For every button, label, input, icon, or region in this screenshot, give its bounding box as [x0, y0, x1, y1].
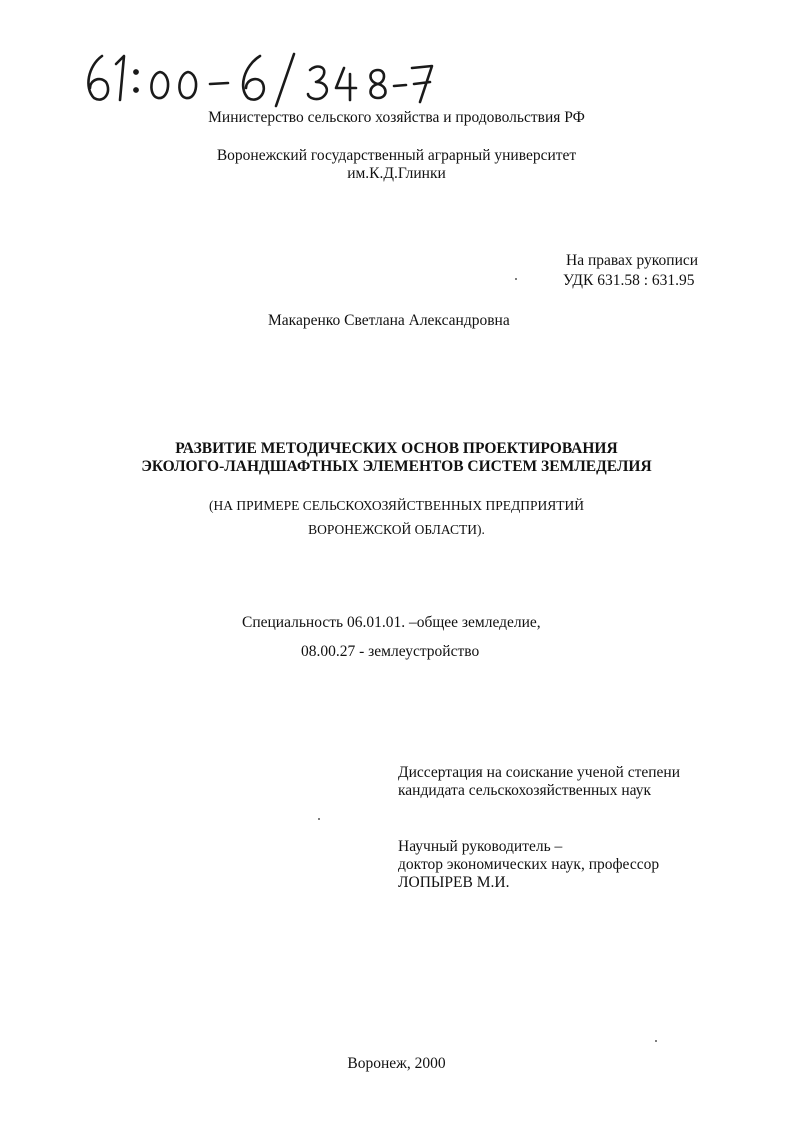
scan-speck: [655, 1040, 657, 1042]
supervisor-line-2: доктор экономических наук, профессор: [398, 856, 660, 873]
university-line-1: Воронежский государственный аграрный университет: [216, 147, 577, 164]
specialty-line-2: 08.00.27 - землеустройство: [301, 643, 480, 660]
dissertation-line-1: Диссертация на соискание ученой степени: [398, 764, 680, 781]
author-name: Макаренко Светлана Александровна: [268, 312, 510, 329]
dissertation-line-2: кандидата сельскохозяйственных наук: [398, 782, 651, 799]
subtitle-line-1: (НА ПРИМЕРЕ СЕЛЬСКОХОЗЯЙСТВЕННЫХ ПРЕДПРИЯТИЙ: [209, 498, 584, 513]
title-line-1: РАЗВИТИЕ МЕТОДИЧЕСКИХ ОСНОВ ПРОЕКТИРОВАНИЯ: [175, 440, 618, 457]
title-line-2: ЭКОЛОГО-ЛАНДШАФТНЫХ ЭЛЕМЕНТОВ СИСТЕМ ЗЕМЛЕДЕЛИЯ: [141, 458, 652, 475]
supervisor-line-1: Научный руководитель –: [398, 838, 563, 855]
handwritten-archive-number: [80, 48, 440, 108]
subtitle-line-2: ВОРОНЕЖСКОЙ ОБЛАСТИ).: [308, 522, 485, 537]
place-year-line: Воронеж, 2000: [347, 1055, 446, 1072]
scan-speck: [515, 278, 517, 280]
manuscript-rights-line: На правах рукописи: [566, 252, 699, 269]
specialty-line-1: Специальность 06.01.01. –общее земледелие,: [242, 614, 541, 631]
udc-code-line: УДК 631.58 : 631.95: [563, 272, 695, 289]
university-line-2: им.К.Д.Глинки: [347, 165, 446, 182]
handwritten-strokes: [80, 48, 440, 108]
supervisor-line-3: ЛОПЫРЕВ М.И.: [398, 874, 510, 891]
scan-speck: [318, 818, 320, 820]
ministry-line: Министерство сельского хозяйства и продовольствия РФ: [208, 109, 585, 126]
